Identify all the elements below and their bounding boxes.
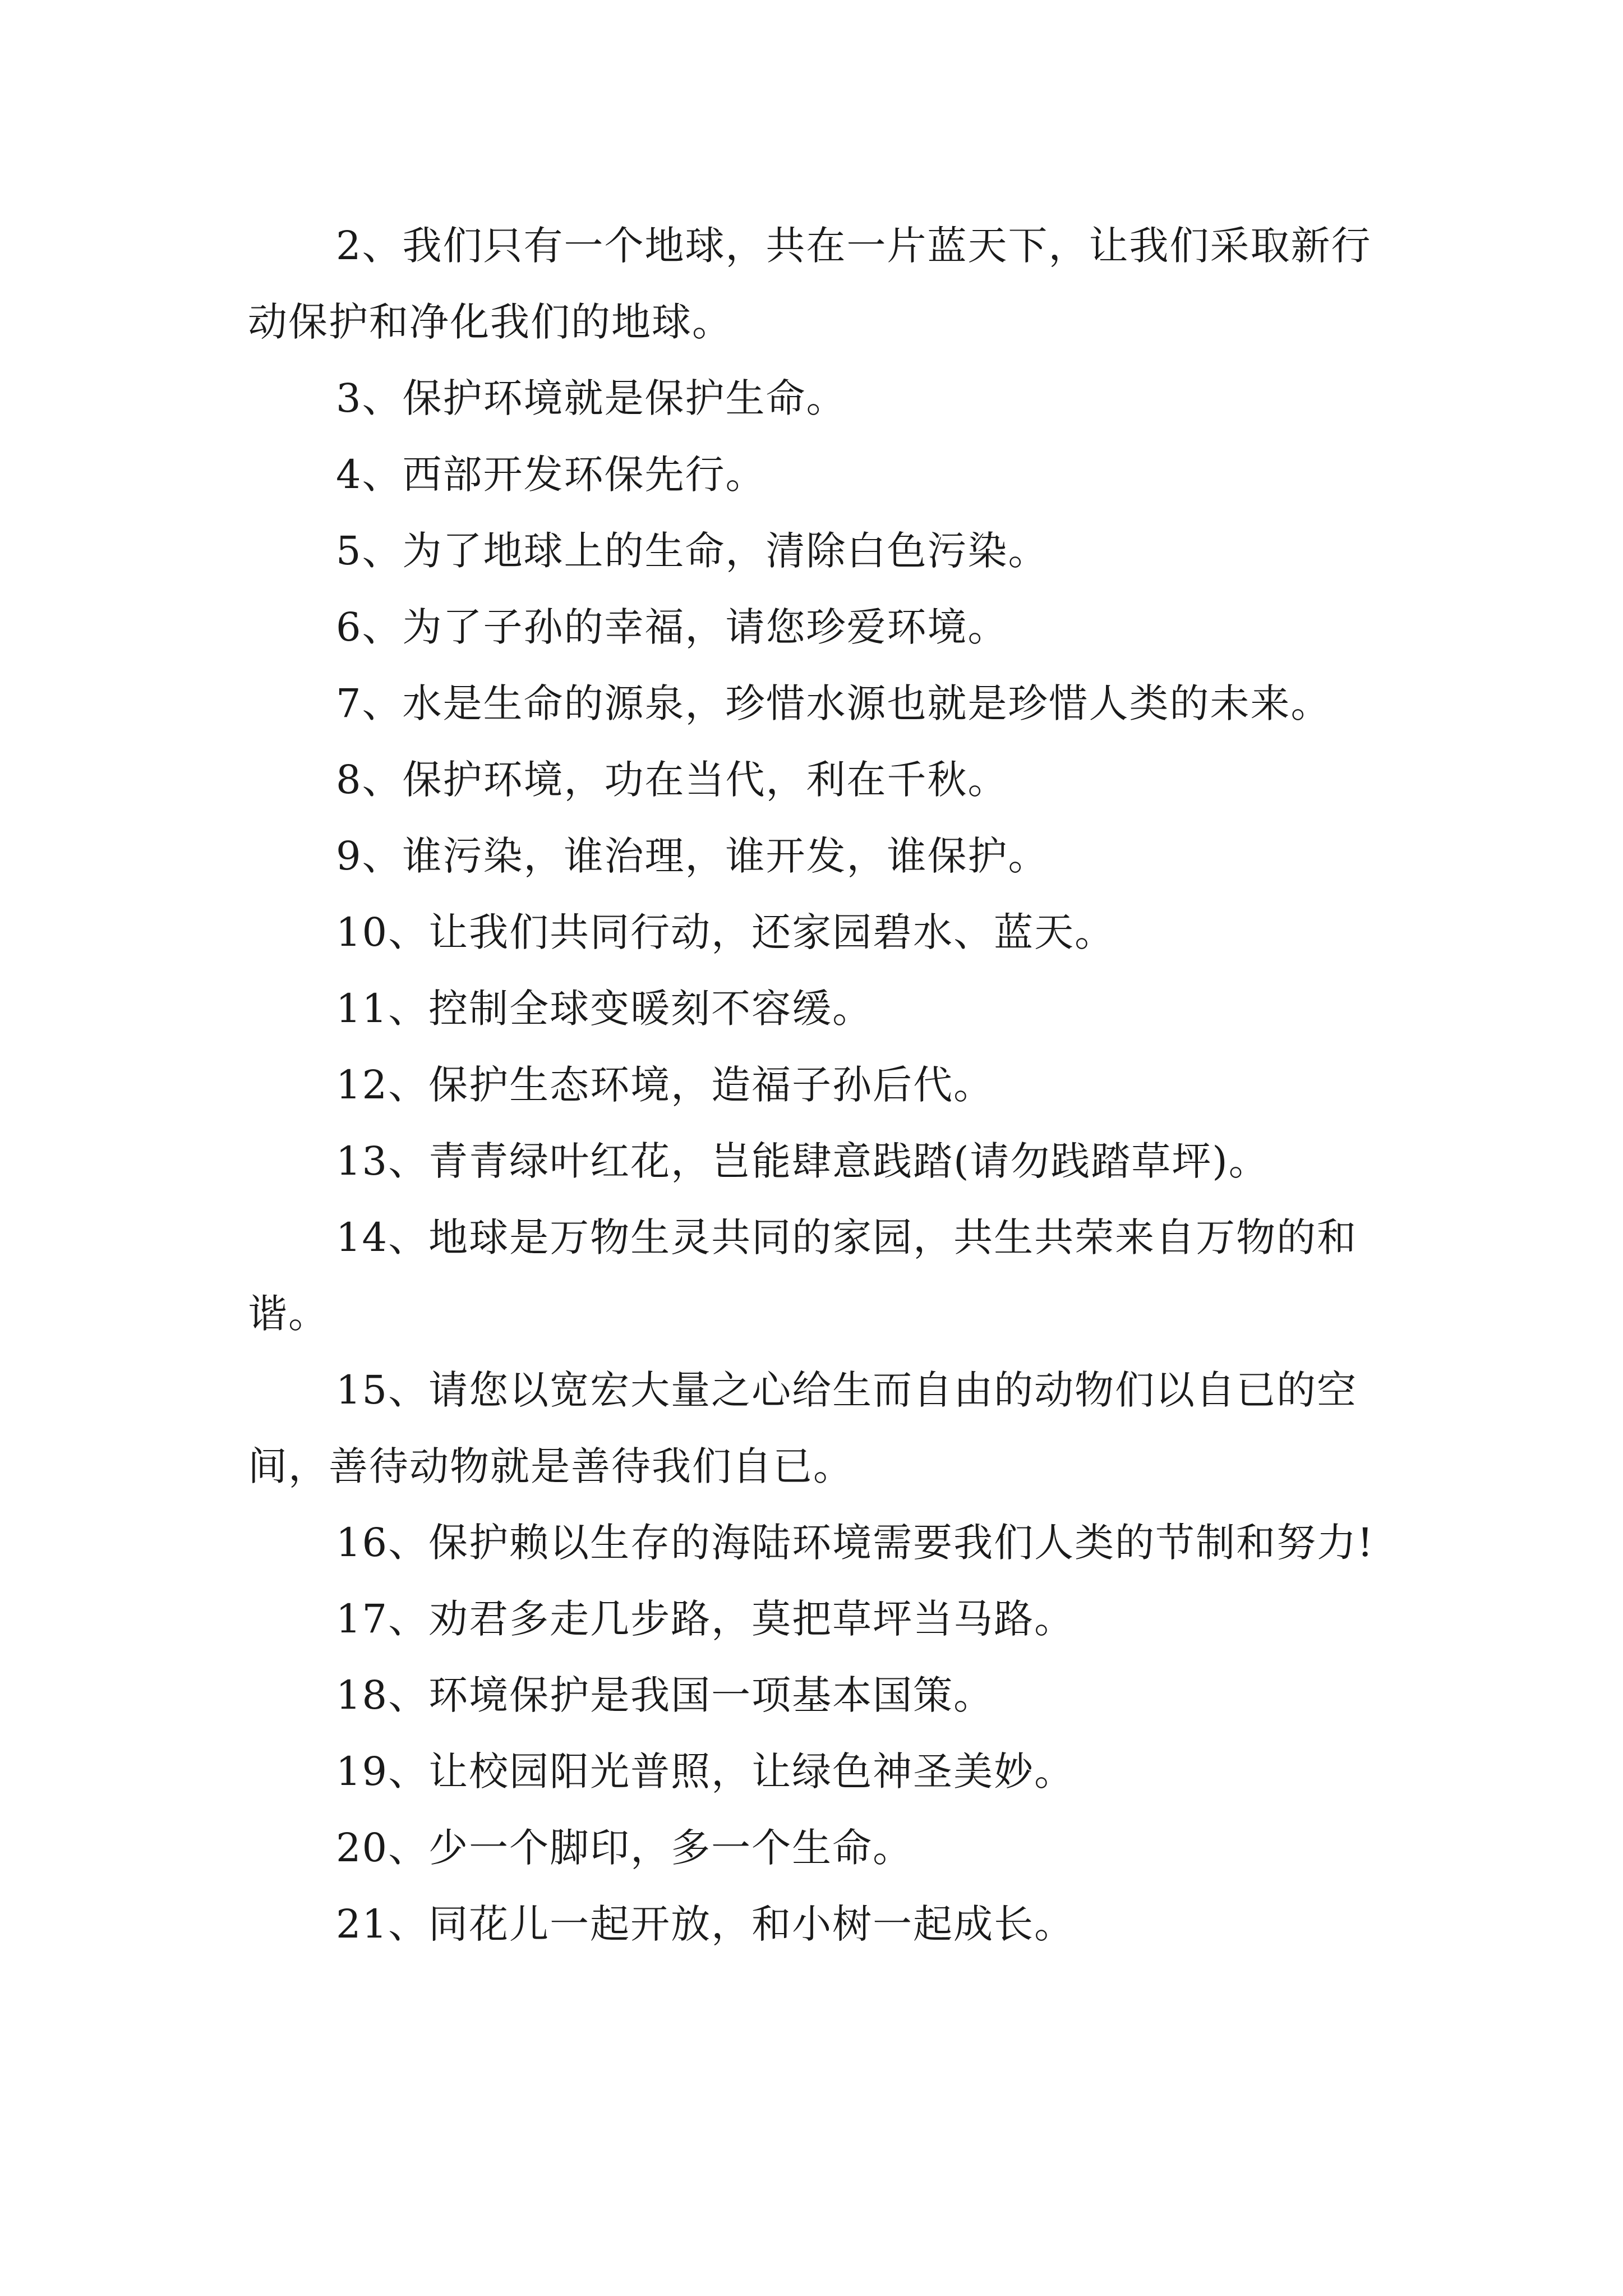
paragraph: 19、让校园阳光普照，让绿色神圣美妙。 (336, 1749, 1075, 1795)
paragraph: 11、控制全球变暖刻不容缓。 (336, 986, 873, 1032)
paragraph: 12、保护生态环境，造福子孙后代。 (336, 1062, 994, 1108)
paragraph: 21、同花儿一起开放，和小树一起成长。 (336, 1901, 1075, 1947)
paragraph: 15、请您以宽宏大量之心给生而自由的动物们以自已的空间，善待动物就是善待我们自已。 (248, 1367, 1358, 1489)
paragraph: 9、谁污染，谁治理，谁开发，谁保护。 (336, 833, 1049, 879)
paragraph: 3、保护环境就是保护生命。 (336, 375, 847, 421)
paragraph: 8、保护环境，功在当代，利在千秋。 (336, 757, 1008, 803)
paragraph: 5、为了地球上的生命，清除白色污染。 (336, 528, 1049, 574)
paragraph: 13、青青绿叶红花，岂能肆意践踏(请勿践踏草坪)。 (336, 1138, 1269, 1184)
paragraph: 14、地球是万物生灵共同的家园，共生共荣来自万物的和谐。 (248, 1214, 1358, 1337)
paragraph: 6、为了子孙的幸福，请您珍爱环境。 (336, 604, 1008, 650)
paragraph: 20、少一个脚印，多一个生命。 (336, 1825, 914, 1871)
paragraph: 16、保护赖以生存的海陆环境需要我们人类的节制和努力! (336, 1520, 1375, 1566)
paragraph: 2、我们只有一个地球，共在一片蓝天下，让我们采取新行动保护和净化我们的地球。 (248, 223, 1372, 345)
paragraph: 18、环境保护是我国一项基本国策。 (336, 1672, 994, 1718)
paragraph: 10、让我们共同行动，还家园碧水、蓝天。 (336, 909, 1115, 955)
paragraph: 4、西部开发环保先行。 (336, 452, 766, 498)
paragraph: 17、劝君多走几步路，莫把草坪当马路。 (336, 1596, 1075, 1642)
document-body (248, 208, 1403, 1962)
paragraph: 7、水是生命的源泉，珍惜水源也就是珍惜人类的未来。 (336, 680, 1331, 726)
